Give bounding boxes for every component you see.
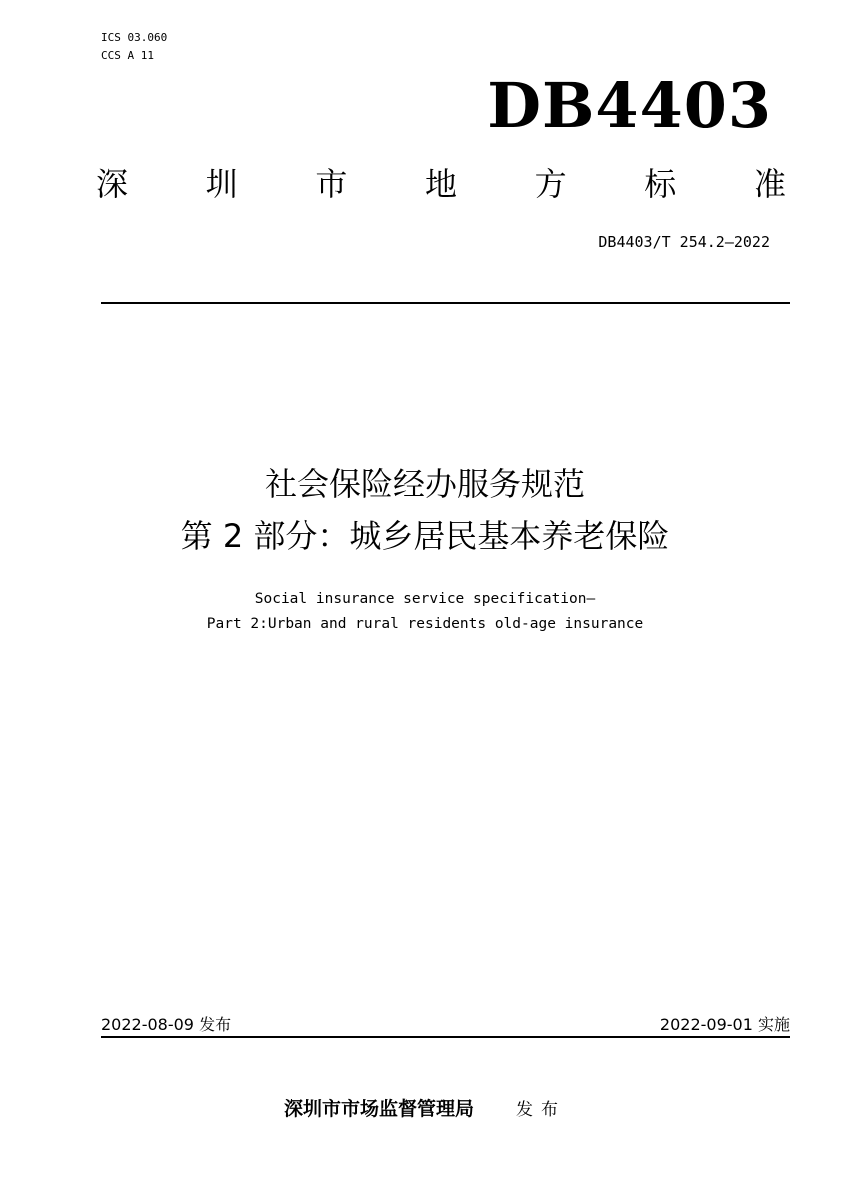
issuer-action: 发布 <box>516 1100 566 1120</box>
top-divider <box>101 302 790 304</box>
title-cn-part: 第 2 部分：城乡居民基本养老保险 <box>180 517 670 555</box>
title-en-main: Social insurance service specification— <box>254 591 596 607</box>
standard-type-char: 方 <box>534 165 567 203</box>
standard-number: DB4403/T 254.2—2022 <box>598 233 770 251</box>
issuer-name: 深圳市市场监督管理局 <box>283 1098 474 1120</box>
standard-type-char: 深 <box>96 165 129 203</box>
classification-codes <box>101 29 167 65</box>
ccs-code: CCS A 11 <box>101 49 154 62</box>
standard-type-char: 圳 <box>205 165 238 203</box>
title-cn-main: 社会保险经办服务规范 <box>264 465 585 503</box>
standard-type-char: 地 <box>424 165 457 203</box>
bottom-divider <box>101 1036 790 1038</box>
standard-code: DB4403 <box>487 69 772 142</box>
standard-type <box>96 162 786 206</box>
standard-type-char: 市 <box>315 165 348 203</box>
ics-code: ICS 03.060 <box>101 31 168 44</box>
release-date: 2022-08-09 发布 <box>101 1015 232 1034</box>
title-en-part: Part 2:Urban and rural residents old-age insurance <box>206 616 644 632</box>
standard-type-char: 准 <box>753 165 786 203</box>
effective-date: 2022-09-01 实施 <box>659 1015 790 1034</box>
issuer <box>0 1095 850 1124</box>
standard-type-char: 标 <box>644 165 677 203</box>
